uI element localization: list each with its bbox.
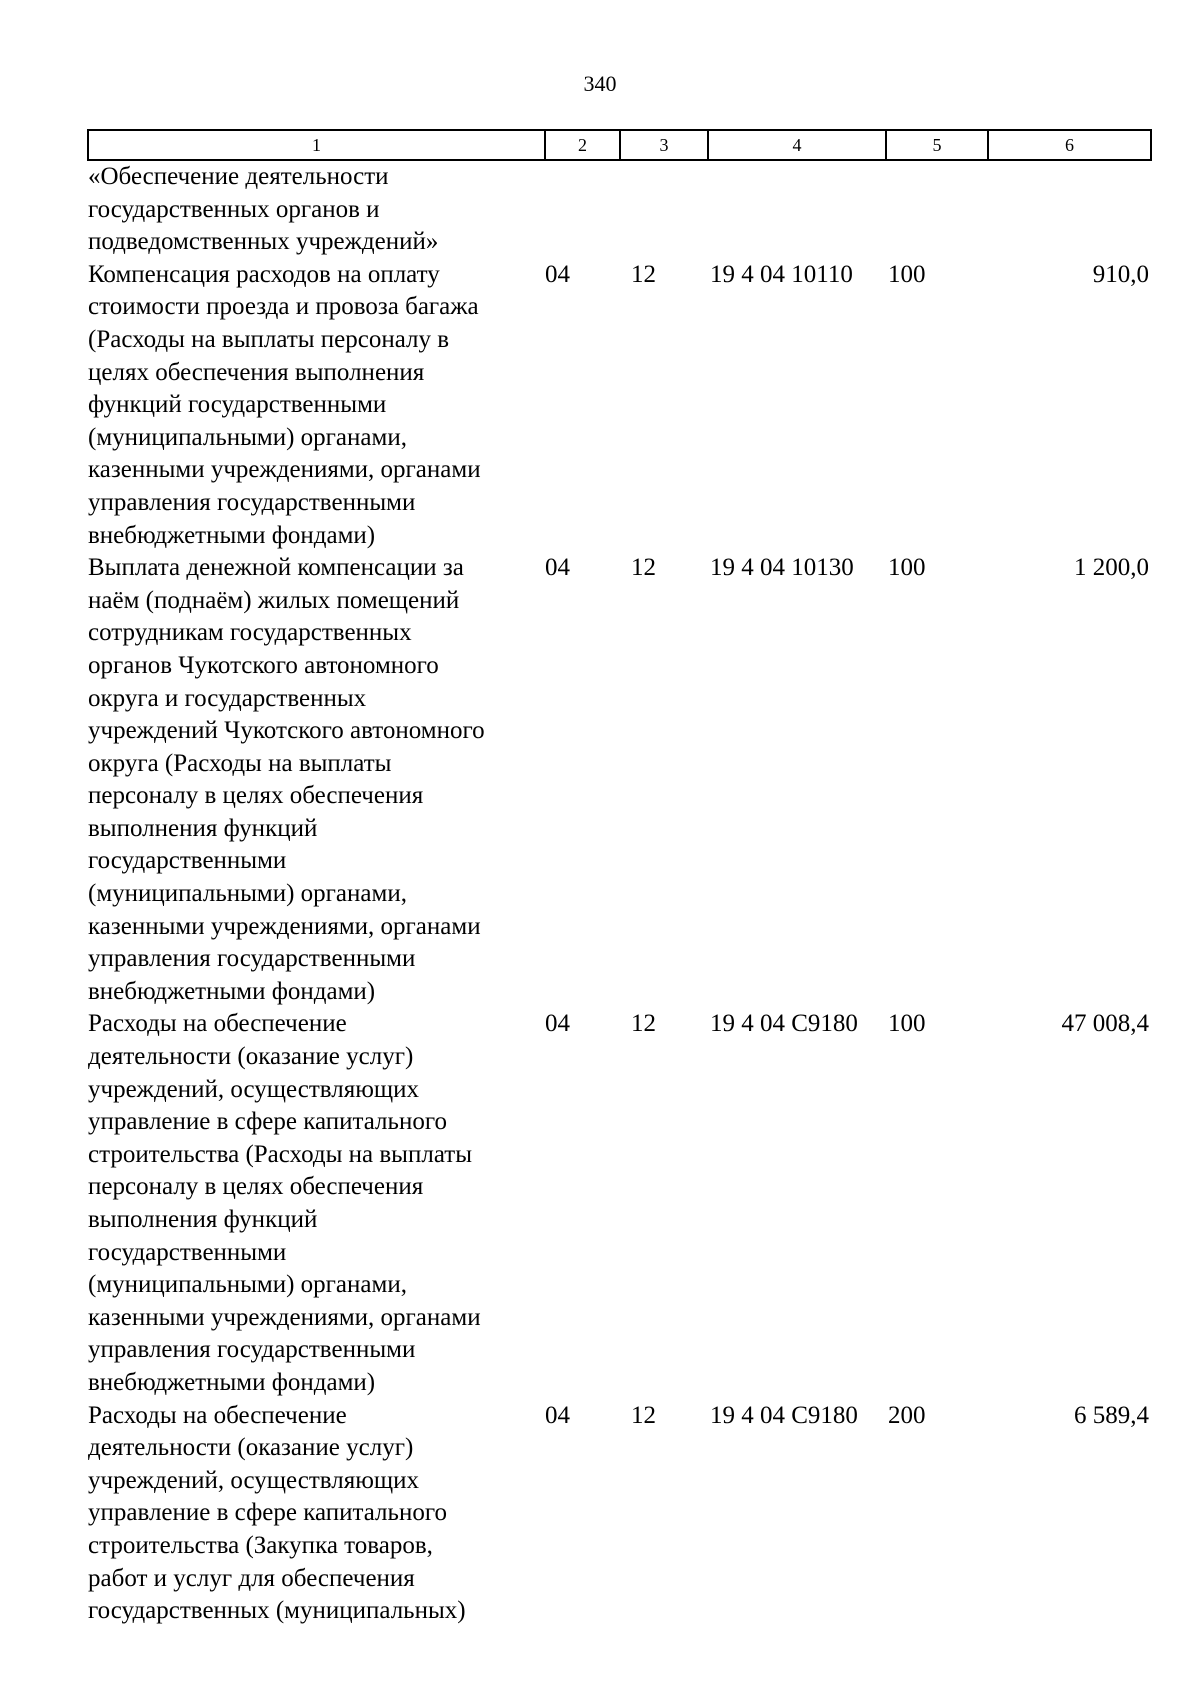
row-expense-type [886, 160, 988, 259]
table-row [88, 1400, 1151, 1628]
row-name: Расходы на обеспечение деятельности (оказание услуг) учреждений, осуществляющих управление в сфере капитального строительства (Расходы на выплаты персоналу в целях обеспечения выполнения функций государственными (муниципальными) органами, казенными учреждениями, органами управления государственными внебюджетными фондами) [88, 1010, 481, 1396]
table-header-row [88, 130, 1151, 160]
row-expense-type: 100 [888, 1010, 926, 1038]
table-row [88, 552, 1151, 1008]
column-header-4: 4 [708, 130, 886, 160]
row-amount: 910,0 [1092, 260, 1149, 288]
row-subsection: 12 [631, 1010, 656, 1038]
column-header-2: 2 [545, 130, 620, 160]
row-name: Компенсация расходов на оплату стоимости проезда и провоза багажа (Расходы на выплаты персоналу в целях обеспечения выполнения функций государственными (муниципальными) органами, казенными учреждениями, органами управления государственными внебюджетными фондами) [88, 260, 481, 549]
row-expense-type: 200 [888, 1401, 926, 1429]
row-amount: 47 008,4 [1061, 1010, 1149, 1038]
row-section: 04 [545, 1010, 570, 1038]
page-number: 340 [583, 71, 617, 96]
row-target-code: 19 4 04 10130 [710, 554, 854, 582]
budget-table [87, 129, 1152, 1628]
table-row [88, 1008, 1151, 1399]
table-row [88, 160, 1151, 259]
row-subsection: 12 [631, 554, 656, 582]
row-section: 04 [545, 1401, 570, 1429]
row-name: Выплата денежной компенсации за наём (поднаём) жилых помещений сотрудникам государственных органов Чукотского автономного округа и государственных учреждений Чукотского автономного округа (Расходы на выплаты персоналу в целях обеспечения выполнения функций государственными (муниципальными) органами, казенными учреждениями, органами управления государственными внебюджетными фондами) [88, 554, 485, 1005]
column-header-1: 1 [88, 130, 545, 160]
row-subsection: 12 [631, 1401, 656, 1429]
row-expense-type: 100 [888, 260, 926, 288]
row-section: 04 [545, 554, 570, 582]
row-target-code: 19 4 04 С9180 [710, 1401, 858, 1429]
row-name: «Обеспечение деятельности государственных органов и подведомственных учреждений» [88, 163, 439, 256]
row-target-code [708, 160, 886, 259]
row-amount [988, 160, 1151, 259]
column-header-3: 3 [620, 130, 708, 160]
row-amount: 1 200,0 [1074, 554, 1149, 582]
row-target-code: 19 4 04 С9180 [710, 1010, 858, 1038]
table-row [88, 259, 1151, 552]
row-amount: 6 589,4 [1074, 1401, 1149, 1429]
row-expense-type: 100 [888, 554, 926, 582]
column-header-5: 5 [886, 130, 988, 160]
row-subsection [620, 160, 708, 259]
row-target-code: 19 4 04 10110 [710, 260, 853, 288]
row-section [545, 160, 620, 259]
row-subsection: 12 [631, 260, 656, 288]
row-section: 04 [545, 260, 570, 288]
row-name: Расходы на обеспечение деятельности (оказание услуг) учреждений, осуществляющих управление в сфере капитального строительства (Закупка товаров, работ и услуг для обеспечения государственных (муниципальных) [88, 1401, 466, 1625]
column-header-6: 6 [988, 130, 1151, 160]
